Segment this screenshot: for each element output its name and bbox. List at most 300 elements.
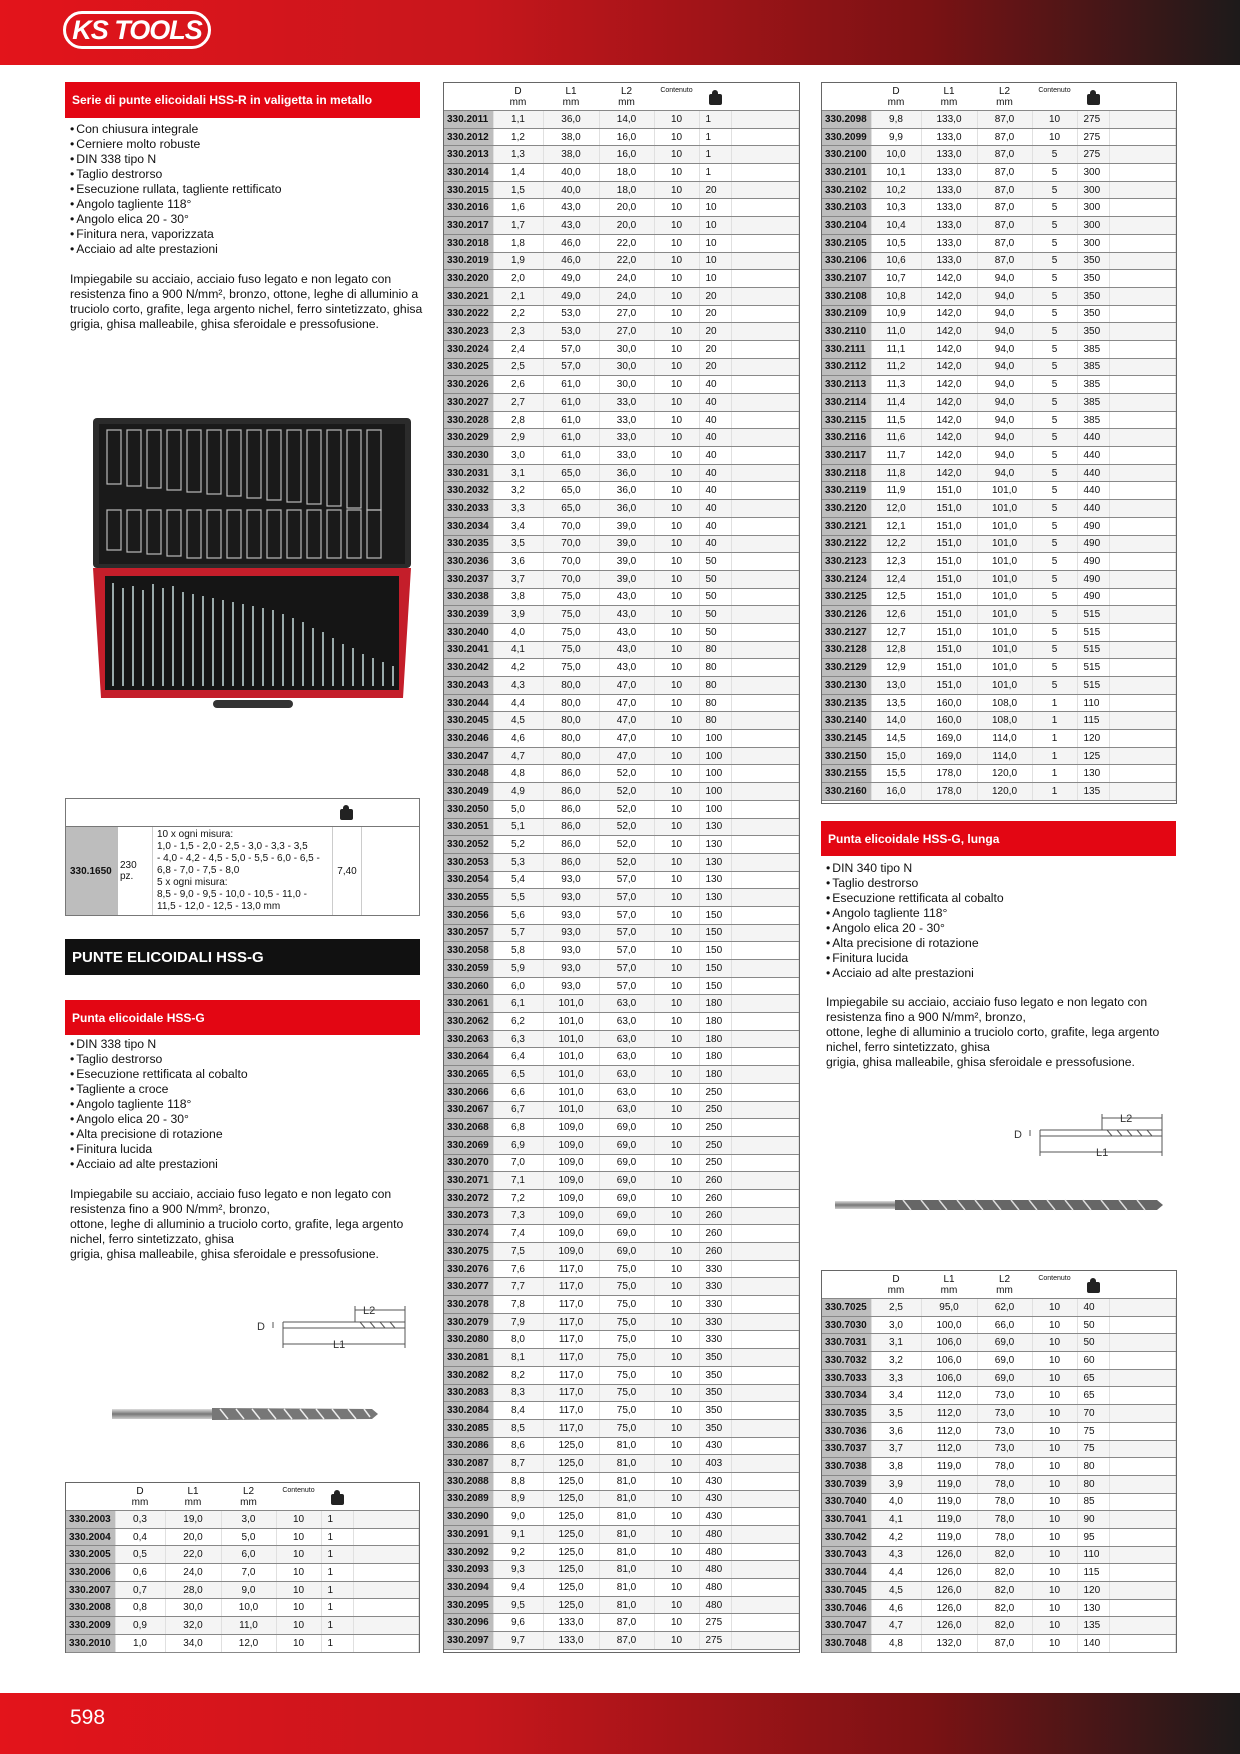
content: 10 xyxy=(1032,1475,1077,1493)
section-title: Punta elicoidale HSS-G xyxy=(65,1000,420,1035)
length-l1: 109,0 xyxy=(543,1243,599,1261)
length-l1: 109,0 xyxy=(543,1207,599,1225)
length-l2: 108,0 xyxy=(977,694,1032,712)
length-l1: 142,0 xyxy=(921,447,977,465)
weight: 250 xyxy=(699,1101,731,1119)
length-l1: 24,0 xyxy=(165,1564,221,1582)
diameter: 3,6 xyxy=(493,553,543,571)
length-l2: 18,0 xyxy=(599,164,654,182)
dim-label-d: D xyxy=(1014,1129,1022,1141)
diameter: 5,4 xyxy=(493,871,543,889)
diameter: 4,4 xyxy=(493,694,543,712)
content: 10 xyxy=(654,1384,699,1402)
empty-cell xyxy=(1109,234,1176,252)
length-l2: 57,0 xyxy=(599,906,654,924)
table-row xyxy=(822,765,1176,783)
table-row xyxy=(822,694,1176,712)
article-code: 330.2080 xyxy=(444,1331,493,1349)
table-row xyxy=(822,1369,1176,1387)
weight: 40 xyxy=(699,535,731,553)
empty-cell xyxy=(353,1528,419,1546)
content: 10 xyxy=(1032,1334,1077,1352)
content: 10 xyxy=(276,1546,321,1564)
empty-cell xyxy=(731,906,799,924)
weight: 20 xyxy=(699,287,731,305)
empty-cell xyxy=(353,1564,419,1582)
article-code: 330.2089 xyxy=(444,1490,493,1508)
length-l1: 86,0 xyxy=(543,783,599,801)
article-code: 330.2086 xyxy=(444,1437,493,1455)
length-l1: 109,0 xyxy=(543,1225,599,1243)
empty-cell xyxy=(1109,1599,1176,1617)
weight: 180 xyxy=(699,1066,731,1084)
length-l1: 70,0 xyxy=(543,517,599,535)
table-row xyxy=(444,623,799,641)
content: 10 xyxy=(1032,1405,1077,1423)
diameter: 3,5 xyxy=(493,535,543,553)
empty-cell xyxy=(731,1119,799,1137)
table-row xyxy=(822,305,1176,323)
length-l2: 94,0 xyxy=(977,358,1032,376)
weight: 260 xyxy=(699,1243,731,1261)
weight: 20 xyxy=(699,305,731,323)
content: 10 xyxy=(654,641,699,659)
content: 5 xyxy=(1032,270,1077,288)
content: 5 xyxy=(1032,429,1077,447)
weight: 80 xyxy=(699,694,731,712)
length-l2: 87,0 xyxy=(977,252,1032,270)
empty-cell xyxy=(731,111,799,129)
table-row xyxy=(444,1543,799,1561)
col-header-weight xyxy=(1077,83,1109,111)
empty-cell xyxy=(731,1419,799,1437)
diameter: 4,4 xyxy=(871,1564,921,1582)
article-code: 330.2027 xyxy=(444,394,493,412)
feature-item: • Angolo tagliente 118° xyxy=(70,1097,420,1112)
length-l2: 22,0 xyxy=(599,234,654,252)
table-row xyxy=(822,747,1176,765)
length-l2: 63,0 xyxy=(599,1048,654,1066)
length-l1: 20,0 xyxy=(165,1528,221,1546)
article-code: 330.7036 xyxy=(822,1422,871,1440)
table-row xyxy=(444,1526,799,1544)
content: 10 xyxy=(654,924,699,942)
weight: 110 xyxy=(1077,1546,1109,1564)
diameter: 3,3 xyxy=(493,500,543,518)
diameter: 16,0 xyxy=(871,783,921,801)
diameter: 1,3 xyxy=(493,146,543,164)
content: 5 xyxy=(1032,287,1077,305)
diameter: 3,9 xyxy=(493,606,543,624)
table-row xyxy=(822,1405,1176,1423)
col-header-empty xyxy=(66,1483,115,1511)
table-row xyxy=(444,730,799,748)
article-code: 330.2058 xyxy=(444,942,493,960)
dim-label-l1: L1 xyxy=(333,1339,346,1351)
weight: 430 xyxy=(699,1508,731,1526)
article-code: 330.2024 xyxy=(444,340,493,358)
diameter: 3,7 xyxy=(871,1440,921,1458)
table-row xyxy=(444,199,799,217)
table-row xyxy=(822,535,1176,553)
empty-cell xyxy=(731,1472,799,1490)
length-l2: 81,0 xyxy=(599,1472,654,1490)
content: 10 xyxy=(654,146,699,164)
empty-cell xyxy=(1109,287,1176,305)
content: 10 xyxy=(276,1634,321,1652)
content: 10 xyxy=(654,1278,699,1296)
table-row xyxy=(822,623,1176,641)
length-l1: 106,0 xyxy=(921,1352,977,1370)
table-row xyxy=(444,394,799,412)
table-row xyxy=(822,1352,1176,1370)
article-code: 330.2160 xyxy=(822,783,871,801)
diameter: 2,5 xyxy=(871,1299,921,1317)
empty-cell xyxy=(353,1634,419,1652)
article-code: 330.2128 xyxy=(822,641,871,659)
col-header-label: L1 xyxy=(565,86,577,97)
article-code: 330.7042 xyxy=(822,1528,871,1546)
empty-cell xyxy=(1109,111,1176,129)
article-code: 330.2030 xyxy=(444,447,493,465)
length-l1: 133,0 xyxy=(921,164,977,182)
col-header-l2 xyxy=(977,1271,1032,1299)
content: 10 xyxy=(654,181,699,199)
length-l2: 87,0 xyxy=(977,181,1032,199)
article-code: 330.2108 xyxy=(822,287,871,305)
content: 10 xyxy=(654,942,699,960)
length-l2: 120,0 xyxy=(977,765,1032,783)
content: 10 xyxy=(654,659,699,677)
content: 10 xyxy=(654,429,699,447)
length-l2: 101,0 xyxy=(977,588,1032,606)
weight: 1 xyxy=(321,1599,353,1617)
weight: 65 xyxy=(1077,1387,1109,1405)
empty-cell xyxy=(1109,181,1176,199)
content: 10 xyxy=(654,500,699,518)
content: 10 xyxy=(654,783,699,801)
length-l1: 117,0 xyxy=(543,1278,599,1296)
col-header-empty xyxy=(822,1271,871,1299)
weight: 1 xyxy=(321,1511,353,1529)
diameter: 10,0 xyxy=(871,146,921,164)
length-l1: 169,0 xyxy=(921,730,977,748)
content: 10 xyxy=(654,111,699,129)
content: 5 xyxy=(1032,447,1077,465)
length-l1: 125,0 xyxy=(543,1508,599,1526)
empty-cell xyxy=(731,1331,799,1349)
empty-cell xyxy=(731,358,799,376)
length-l1: 22,0 xyxy=(165,1546,221,1564)
diameter: 15,5 xyxy=(871,765,921,783)
length-l2: 39,0 xyxy=(599,553,654,571)
content: 10 xyxy=(654,1596,699,1614)
weight: 70 xyxy=(1077,1405,1109,1423)
set-content: 10 x ogni misura: 1,0 - 1,5 - 2,0 - 2,5 - 3,0 - 3,3 - 3,5 - 4,0 - 4,2 - 4,5 - 5,0 - 5,5 - 6,0 - 6,5 - 6,8 - 7,0 - 7,5 - 8,0 5 x ogni misura: 8,5 - 9,0 - 9,5 - 10,0 - 10,5 - 11,0 - 11,5 - 12,0 - 12,5 - 13,0 mm xyxy=(152,827,332,915)
article-code: 330.2071 xyxy=(444,1172,493,1190)
feature-item: • Taglio destrorso xyxy=(70,167,420,182)
col-header-l2 xyxy=(599,83,654,111)
length-l2: 101,0 xyxy=(977,606,1032,624)
length-l2: 36,0 xyxy=(599,464,654,482)
article-code: 330.2082 xyxy=(444,1366,493,1384)
article-code: 330.2019 xyxy=(444,252,493,270)
table-row xyxy=(822,1564,1176,1582)
content: 5 xyxy=(1032,606,1077,624)
content: 10 xyxy=(654,1614,699,1632)
weight: 515 xyxy=(1077,623,1109,641)
empty-cell xyxy=(731,128,799,146)
content: 10 xyxy=(654,906,699,924)
content: 10 xyxy=(654,164,699,182)
length-l2: 11,0 xyxy=(221,1617,276,1635)
article-code: 330.2008 xyxy=(66,1599,115,1617)
empty-cell xyxy=(1109,447,1176,465)
empty-cell xyxy=(1109,340,1176,358)
length-l1: 151,0 xyxy=(921,553,977,571)
weight: 40 xyxy=(699,447,731,465)
empty-cell xyxy=(731,570,799,588)
weight: 90 xyxy=(1077,1511,1109,1529)
length-l1: 34,0 xyxy=(165,1634,221,1652)
weight: 250 xyxy=(699,1154,731,1172)
set-code: 330.1650 xyxy=(66,827,118,915)
weight: 180 xyxy=(699,1013,731,1031)
length-l2: 101,0 xyxy=(977,623,1032,641)
weight: 385 xyxy=(1077,340,1109,358)
empty-cell xyxy=(731,995,799,1013)
length-l2: 69,0 xyxy=(599,1119,654,1137)
table-row xyxy=(822,553,1176,571)
length-l2: 63,0 xyxy=(599,1013,654,1031)
article-code: 330.2087 xyxy=(444,1455,493,1473)
empty-cell xyxy=(1109,535,1176,553)
length-l2: 94,0 xyxy=(977,376,1032,394)
article-code: 330.7030 xyxy=(822,1316,871,1334)
weight: 275 xyxy=(699,1632,731,1650)
weight: 10 xyxy=(699,199,731,217)
article-code: 330.2081 xyxy=(444,1349,493,1367)
diameter: 4,0 xyxy=(871,1493,921,1511)
weight: 75 xyxy=(1077,1440,1109,1458)
diameter: 3,4 xyxy=(871,1387,921,1405)
empty-cell xyxy=(731,694,799,712)
empty-cell xyxy=(1109,553,1176,571)
table-row xyxy=(444,429,799,447)
article-code: 330.2026 xyxy=(444,376,493,394)
article-code: 330.2129 xyxy=(822,659,871,677)
empty-cell xyxy=(1109,358,1176,376)
weight: 350 xyxy=(699,1384,731,1402)
length-l1: 125,0 xyxy=(543,1596,599,1614)
content: 10 xyxy=(654,1419,699,1437)
article-code: 330.2076 xyxy=(444,1260,493,1278)
length-l2: 66,0 xyxy=(977,1316,1032,1334)
weight: 130 xyxy=(1077,765,1109,783)
article-code: 330.2063 xyxy=(444,1030,493,1048)
diameter: 9,4 xyxy=(493,1579,543,1597)
article-code: 330.2078 xyxy=(444,1296,493,1314)
empty-cell xyxy=(731,623,799,641)
feature-item: • Angolo tagliente 118° xyxy=(826,906,1176,921)
diameter: 10,9 xyxy=(871,305,921,323)
diameter: 4,0 xyxy=(493,623,543,641)
diameter: 4,6 xyxy=(493,730,543,748)
col-header-label: L2 xyxy=(998,1274,1011,1285)
weight: 50 xyxy=(699,623,731,641)
weight: 350 xyxy=(699,1366,731,1384)
dim-label-l2: L2 xyxy=(1120,1113,1133,1125)
article-code: 330.2123 xyxy=(822,553,871,571)
length-l1: 160,0 xyxy=(921,694,977,712)
length-l1: 117,0 xyxy=(543,1384,599,1402)
feature-item: • Taglio destrorso xyxy=(70,1052,420,1067)
length-l1: 53,0 xyxy=(543,323,599,341)
length-l1: 125,0 xyxy=(543,1437,599,1455)
diameter: 13,5 xyxy=(871,694,921,712)
length-l1: 119,0 xyxy=(921,1493,977,1511)
empty-cell xyxy=(731,340,799,358)
length-l1: 117,0 xyxy=(543,1331,599,1349)
diameter: 8,1 xyxy=(493,1349,543,1367)
weight: 250 xyxy=(699,1119,731,1137)
spec-table-1 xyxy=(66,1483,419,1653)
weight: 1 xyxy=(699,146,731,164)
feature-item: • Finitura nera, vaporizzata xyxy=(70,227,420,242)
table-row xyxy=(444,517,799,535)
length-l2: 81,0 xyxy=(599,1543,654,1561)
empty-cell xyxy=(731,1579,799,1597)
length-l1: 65,0 xyxy=(543,500,599,518)
length-l1: 117,0 xyxy=(543,1260,599,1278)
length-l1: 75,0 xyxy=(543,588,599,606)
feature-item: • Angolo elica 20 - 30° xyxy=(826,921,1176,936)
article-code: 330.2126 xyxy=(822,606,871,624)
article-code: 330.2130 xyxy=(822,677,871,695)
empty-cell xyxy=(731,1172,799,1190)
article-code: 330.2020 xyxy=(444,270,493,288)
length-l2: 101,0 xyxy=(977,500,1032,518)
diameter: 12,2 xyxy=(871,535,921,553)
length-l2: 87,0 xyxy=(977,111,1032,129)
diameter: 4,2 xyxy=(493,659,543,677)
content: 10 xyxy=(654,570,699,588)
spec-table-4 xyxy=(822,1271,1176,1653)
diameter: 3,0 xyxy=(493,447,543,465)
weight: 490 xyxy=(1077,588,1109,606)
table-row xyxy=(444,1472,799,1490)
diameter: 15,0 xyxy=(871,747,921,765)
diameter: 8,6 xyxy=(493,1437,543,1455)
article-code: 330.2079 xyxy=(444,1313,493,1331)
weight: 130 xyxy=(699,889,731,907)
weight: 260 xyxy=(699,1172,731,1190)
length-l1: 53,0 xyxy=(543,305,599,323)
length-l2: 43,0 xyxy=(599,588,654,606)
article-code: 330.2055 xyxy=(444,889,493,907)
length-l2: 75,0 xyxy=(599,1260,654,1278)
content: 10 xyxy=(1032,1582,1077,1600)
content: 5 xyxy=(1032,677,1077,695)
length-l2: 69,0 xyxy=(599,1189,654,1207)
content: 10 xyxy=(654,1066,699,1084)
diameter: 11,4 xyxy=(871,394,921,412)
length-l2: 82,0 xyxy=(977,1582,1032,1600)
weight: 385 xyxy=(1077,358,1109,376)
feature-item: • Finitura lucida xyxy=(70,1142,420,1157)
feature-item: • Con chiusura integrale xyxy=(70,122,420,137)
length-l2: 94,0 xyxy=(977,447,1032,465)
table-row xyxy=(822,570,1176,588)
diameter: 2,6 xyxy=(493,376,543,394)
col-header-label: L2 xyxy=(998,86,1011,97)
table-row xyxy=(444,1579,799,1597)
diameter: 10,6 xyxy=(871,252,921,270)
diameter: 5,8 xyxy=(493,942,543,960)
article-code: 330.2109 xyxy=(822,305,871,323)
content: 10 xyxy=(1032,1617,1077,1635)
length-l2: 75,0 xyxy=(599,1402,654,1420)
length-l1: 133,0 xyxy=(543,1614,599,1632)
table-row xyxy=(822,234,1176,252)
length-l2: 39,0 xyxy=(599,517,654,535)
col-header-content xyxy=(654,83,699,111)
feature-item: • Alta precisione di rotazione xyxy=(70,1127,420,1142)
content: 5 xyxy=(1032,659,1077,677)
length-l1: 109,0 xyxy=(543,1154,599,1172)
empty-cell xyxy=(731,942,799,960)
weight: 300 xyxy=(1077,164,1109,182)
length-l1: 117,0 xyxy=(543,1402,599,1420)
table-row xyxy=(444,1189,799,1207)
weight: 50 xyxy=(699,588,731,606)
table-row xyxy=(822,1422,1176,1440)
col-header-l2 xyxy=(221,1483,276,1511)
article-code: 330.2114 xyxy=(822,394,871,412)
content: 5 xyxy=(1032,358,1077,376)
empty-cell xyxy=(731,164,799,182)
table-row xyxy=(444,906,799,924)
empty-cell xyxy=(731,1260,799,1278)
article-code: 330.2062 xyxy=(444,1013,493,1031)
article-code: 330.2070 xyxy=(444,1154,493,1172)
empty-cell xyxy=(731,1455,799,1473)
table-row xyxy=(822,1582,1176,1600)
length-l1: 46,0 xyxy=(543,252,599,270)
diameter: 12,1 xyxy=(871,517,921,535)
length-l2: 75,0 xyxy=(599,1313,654,1331)
length-l1: 93,0 xyxy=(543,889,599,907)
empty-cell xyxy=(1109,1316,1176,1334)
diameter: 4,7 xyxy=(871,1617,921,1635)
article-code: 330.2066 xyxy=(444,1083,493,1101)
table-row xyxy=(822,641,1176,659)
diameter: 12,7 xyxy=(871,623,921,641)
spec-table-3 xyxy=(822,83,1176,801)
empty-cell xyxy=(1109,500,1176,518)
length-l2: 87,0 xyxy=(977,234,1032,252)
diameter: 6,6 xyxy=(493,1083,543,1101)
col-header-content xyxy=(1032,1271,1077,1299)
empty-cell xyxy=(1109,128,1176,146)
article-code: 330.2067 xyxy=(444,1101,493,1119)
length-l2: 101,0 xyxy=(977,677,1032,695)
content: 5 xyxy=(1032,411,1077,429)
table-row xyxy=(822,588,1176,606)
empty-cell xyxy=(1109,1528,1176,1546)
dim-label-d: D xyxy=(257,1321,265,1333)
empty-cell xyxy=(1109,411,1176,429)
